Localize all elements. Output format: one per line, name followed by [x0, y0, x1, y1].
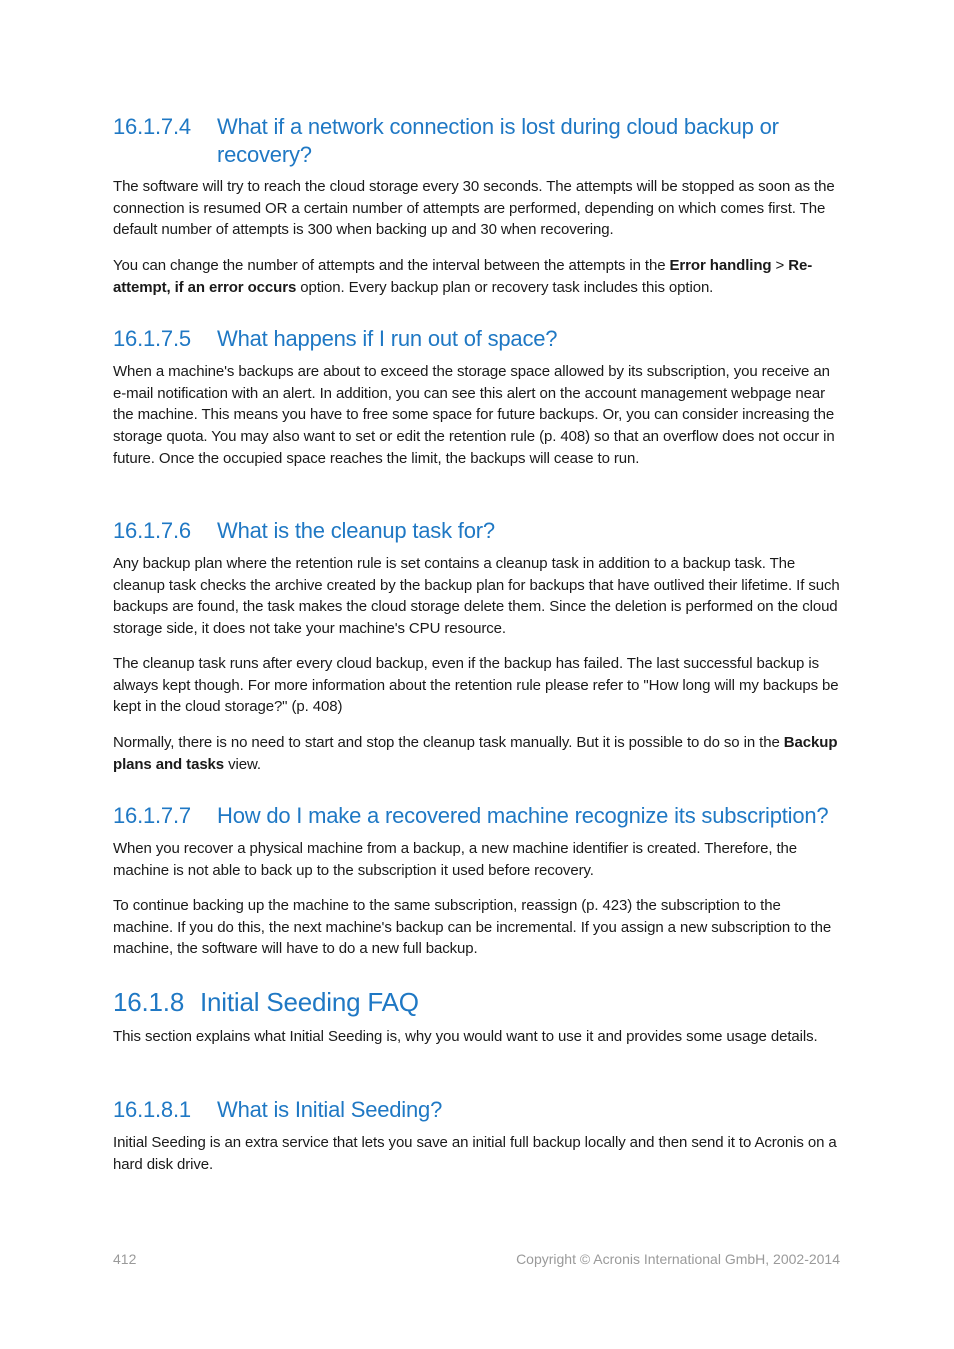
- section-heading-16-1-8: [113, 986, 843, 1018]
- section-number: 16.1.8.1: [113, 1097, 191, 1122]
- paragraph: When you recover a physical machine from a backup, a new machine identifier is created. Therefore, the machine is not able to back up to the subscription it used before recovery.: [113, 840, 798, 879]
- page-number: 412: [113, 1251, 137, 1267]
- ui-term-error-handling: Error handling: [669, 257, 772, 274]
- section-title: What if a network connection is lost during cloud backup or recovery?: [217, 114, 779, 167]
- section-heading-16-1-8-1: [113, 1096, 843, 1124]
- paragraph: To continue backing up the machine to the same subscription, reassign (p. 423) the subscription to the machine. If you do this, the next machine's backup can be incremental. If you assign a new subscription to the machine, the software will have to do a new full backup.: [113, 897, 832, 958]
- section-heading-16-1-7-6: [113, 517, 843, 545]
- section-number: 16.1.7.4: [113, 114, 191, 139]
- copyright-notice: Copyright © Acronis International GmbH, 2002-2014: [516, 1251, 840, 1267]
- section-number: 16.1.7.5: [113, 326, 191, 351]
- ui-term-reattempt: Re-attempt, if an error occurs: [113, 257, 813, 296]
- ui-term-backup-plans-and-tasks: Backup plans and tasks: [113, 734, 838, 773]
- paragraph: Initial Seeding is an extra service that lets you save an initial full backup locally and then send it to Acronis on a hard disk drive.: [113, 1134, 837, 1173]
- section-title: What happens if I run out of space?: [217, 326, 558, 351]
- section-heading-16-1-7-4: [113, 113, 843, 169]
- section-number: 16.1.8: [113, 987, 185, 1017]
- section-title: What is Initial Seeding?: [217, 1097, 443, 1122]
- section-title: What is the cleanup task for?: [217, 518, 495, 543]
- paragraph: The cleanup task runs after every cloud backup, even if the backup has failed. The last successful backup is always kept though. For more information about the retention rule please refer to "How long will my backups be kept in the cloud storage?" (p. 408): [113, 655, 839, 716]
- section-heading-16-1-7-7: [113, 802, 843, 830]
- section-heading-16-1-7-5: [113, 325, 843, 353]
- paragraph: When a machine's backups are about to exceed the storage space allowed by its subscription, you receive an e-mail notification with an alert. In addition, you can see this alert on the account management webpage near the machine. This means you have to free some space for future backups. Or, you can consider increasing the storage quota. You may also want to set or edit the retention rule (p. 408) so that an overflow does not occur in future. Once the occupied space reaches the limit, the backups will cease to run.: [113, 363, 835, 467]
- paragraph: Any backup plan where the retention rule is set contains a cleanup task in addition to a backup task. The cleanup task checks the archive created by the backup plan for backups that have outlived their lifetime. If such backups are found, the task makes the cloud storage delete them. Since the deletion is performed on the cloud storage side, it does not take your machine's CPU resource.: [113, 555, 840, 638]
- paragraph: This section explains what Initial Seeding is, why you would want to use it and provides some usage details.: [113, 1028, 818, 1045]
- section-title: How do I make a recovered machine recognize its subscription?: [217, 803, 829, 828]
- paragraph: You can change the number of attempts and the interval between the attempts in the Error handling > Re-attempt, if an error occurs option. Every backup plan or recovery task includes this option.: [113, 257, 813, 296]
- section-title: Initial Seeding FAQ: [200, 987, 419, 1017]
- paragraph: Normally, there is no need to start and stop the cleanup task manually. But it is possible to do so in the Backup plans and tasks view.: [113, 734, 838, 773]
- paragraph: The software will try to reach the cloud storage every 30 seconds. The attempts will be stopped as soon as the connection is resumed OR a certain number of attempts are performed, depending on which comes first. The default number of attempts is 300 when backing up and 30 when recovering.: [113, 178, 835, 239]
- section-number: 16.1.7.7: [113, 803, 191, 828]
- section-number: 16.1.7.6: [113, 518, 191, 543]
